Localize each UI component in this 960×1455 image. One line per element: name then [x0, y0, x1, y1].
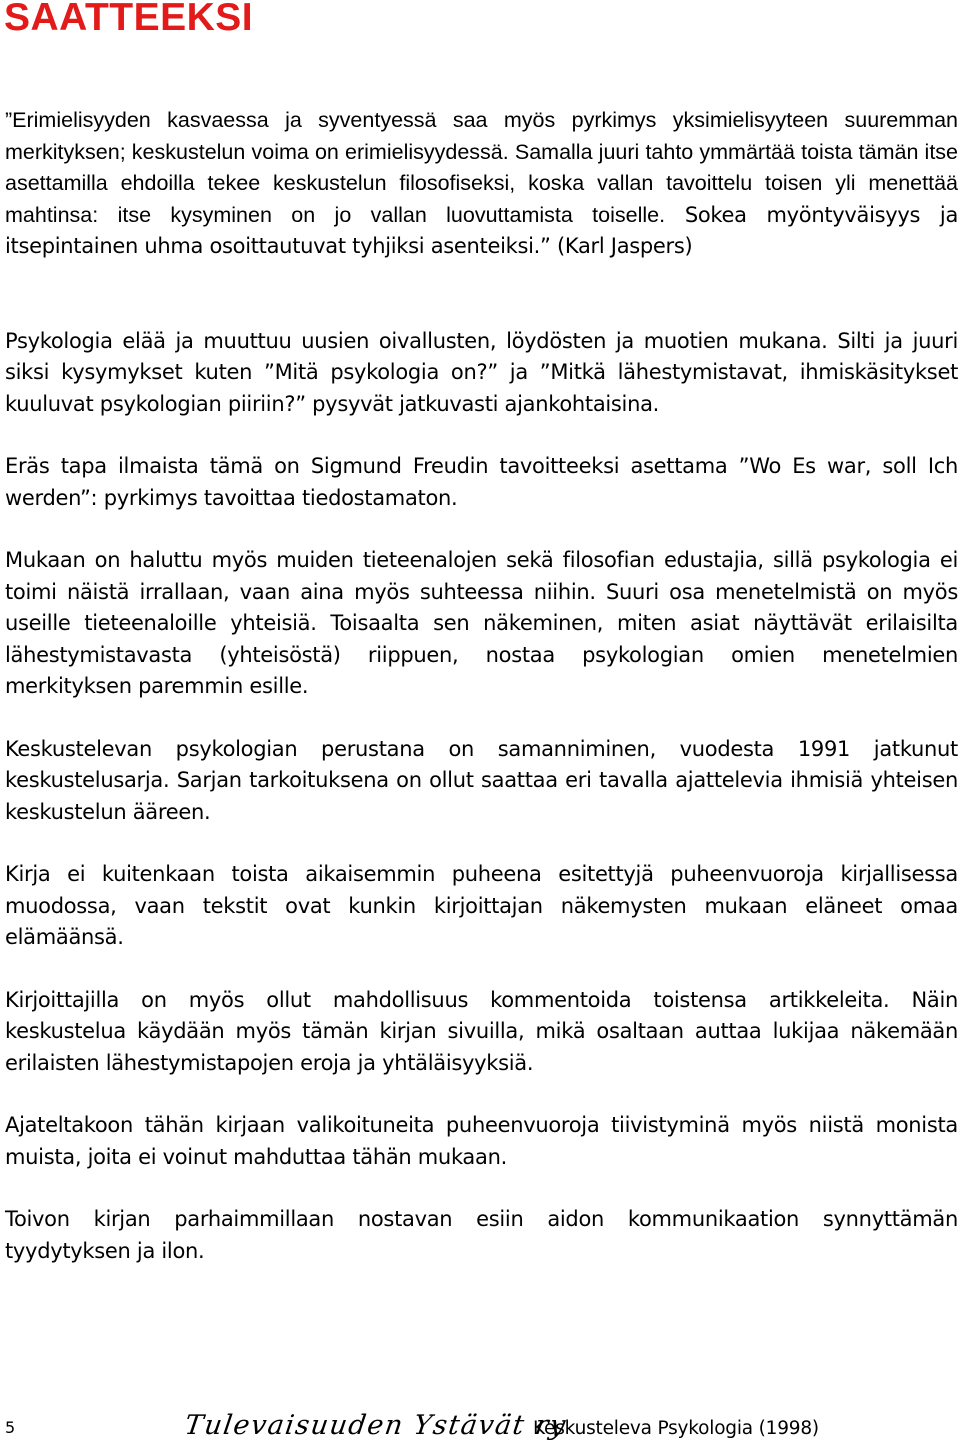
page-number: 5	[5, 1418, 16, 1437]
publication-title: Keskusteleva Psykologia (1998)	[533, 1418, 819, 1439]
jaspers-quote	[5, 105, 958, 263]
paragraph-1: Psykologia elää ja muuttuu uusien oivallusten, löydösten ja muotien mukana. Silti ja juuri siksi kysymykset kuten ”Mitä psykologia on?” ja ”Mitkä lähestymistavat, ihmiskäsitykset kuuluvat psykologian piiriin?” pysyvät jatkuvasti ajankohtaisina.	[5, 328, 958, 416]
paragraph-8: Toivon kirjan parhaimmillaan nostavan esiin aidon kommunikaation synnyttämän tyydytyksen ja ilon.	[5, 1207, 958, 1263]
organization-logo: Tulevaisuuden Ystävät ry	[182, 1410, 569, 1441]
quote-text: ”Erimielisyyden kasvaessa ja syventyessä saa myös pyrkimys yksimielisyyteen suuremman merkityksen; keskustelun voima on erimielisyydessä. Samalla juuri tahto ymmärtää toista tämän itse asettamilla ehdoilla tekee keskustelun filosofiseksi, koska vallan tavoittelu toisen yli menettää mahtinsa: itse kysyminen on jo vallan luovuttamista toiselle.	[5, 108, 958, 227]
quote-text-tail: Sokea myöntyväisyys ja itsepintainen uhma osoittautuvat tyhjiksi asenteiksi.” (Karl Jaspers)	[5, 202, 959, 258]
page-title: SAATTEEKSI	[4, 0, 254, 39]
paragraph-3: Mukaan on haluttu myös muiden tieteenalojen sekä filosofian edustajia, sillä psykologia ei toimi näistä irrallaan, vaan aina myös suhteessa niihin. Suuri osa menetelmistä on myös useille tieteenaloille yhteisiä. Toisaalta sen näkeminen, miten asiat näyttävät erilaisilta lähestymistavasta (yhteisöstä) riippuen, nostaa psykologian omien menetelmien merkityksen paremmin esille.	[5, 548, 958, 698]
paragraph-4: Keskustelevan psykologian perustana on samanniminen, vuodesta 1991 jatkunut keskustelusarja. Sarjan tarkoituksena on ollut saattaa eri tavalla ajattelevia ihmisiä yhteisen keskustelun ääreen.	[5, 736, 958, 824]
paragraph-7: Ajateltakoon tähän kirjaan valikoituneita puheenvuoroja tiivistyminä myös niistä monista muista, joita ei voinut mahduttaa tähän mukaan.	[5, 1113, 958, 1169]
page-footer	[5, 1410, 958, 1450]
paragraph-6: Kirjoittajilla on myös ollut mahdollisuus kommentoida toistensa artikkeleita. Näin keskustelua käydään myös tämän kirjan sivuilla, mikä osaltaan auttaa lukijaa näkemään erilaisten lähestymistapojen eroja ja yhtäläisyyksiä.	[5, 987, 958, 1075]
paragraph-5: Kirja ei kuitenkaan toista aikaisemmin puheena esitettyjä puheenvuoroja kirjallisessa muodossa, vaan tekstit ovat kunkin kirjoittajan näkemysten mukaan eläneet omaa elämäänsä.	[5, 862, 958, 949]
document-body	[5, 105, 958, 1267]
paragraph-2: Eräs tapa ilmaista tämä on Sigmund Freudin tavoitteeksi asettama ”Wo Es war, soll Ich werden”: pyrkimys tavoittaa tiedostamaton.	[5, 454, 958, 510]
